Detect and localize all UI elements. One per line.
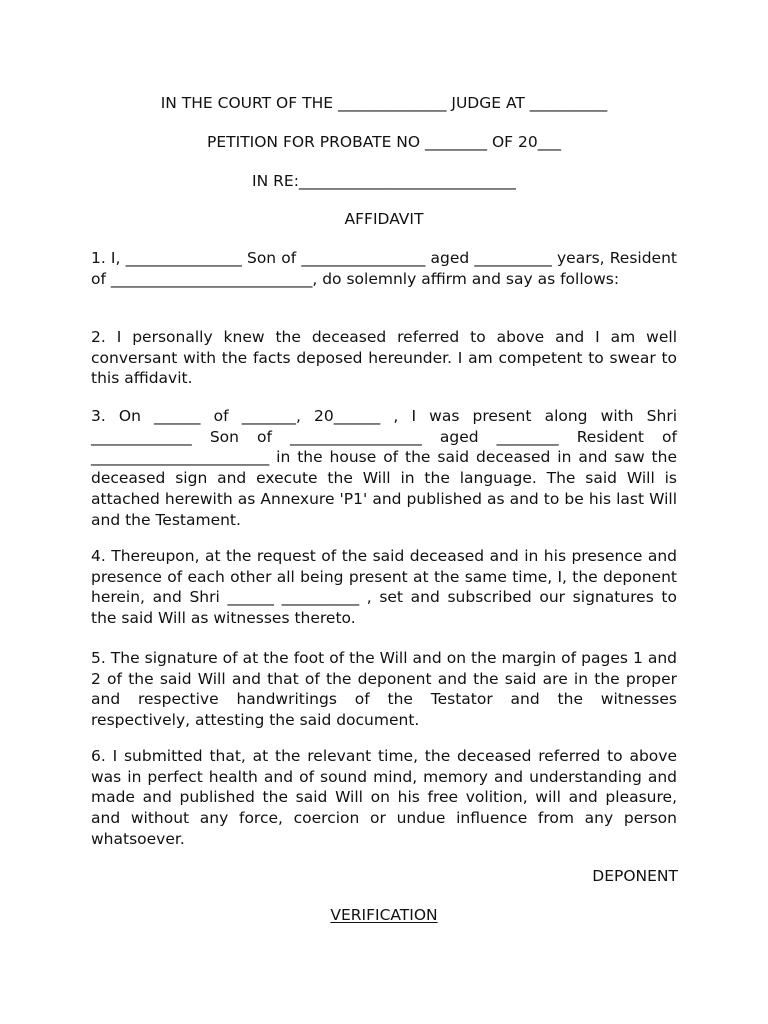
- paragraph-2: 2. I personally knew the deceased referred to above and I am well conversant with the facts deposed hereunder. I am competent to swear to this affidavit.: [91, 328, 677, 388]
- paragraph-4: 4. Thereupon, at the request of the said deceased and in his presence and presence of each other all being present at the same time, I, the deponent herein, and Shri ______ __________ , set and subscribed our signatures to the said Will as witnesses thereto.: [91, 547, 677, 628]
- paragraph-5: 5. The signature of at the foot of the Will and on the margin of pages 1 and 2 of the said Will and that of the deponent and the said are in the proper and respective handwritings of the Testator and the witnesses respectively, attesting the said document.: [91, 649, 677, 730]
- deponent-label: DEPONENT: [592, 867, 678, 885]
- verification-heading-text: VERIFICATION: [330, 906, 438, 924]
- paragraph-1: 1. I, _______________ Son of ________________ aged __________ years, Resident of __________________________, do solemnly affirm and say as follows:: [91, 249, 677, 288]
- affidavit-title: AFFIDAVIT: [344, 210, 424, 228]
- in-re-heading: IN RE:____________________________: [252, 172, 516, 190]
- paragraph-3: 3. On ______ of _______, 20______ , I was present along with Shri _____________ Son of _________________ aged ________ Resident of _______________________ in the house of the said deceased in and saw the deceased sign and execute the Will in the language. The said Will is attached herewith as Annexure 'P1' and published as and to be his last Will and the Testament.: [91, 407, 677, 529]
- court-heading: IN THE COURT OF THE ______________ JUDGE AT __________: [160, 94, 608, 112]
- paragraph-6: 6. I submitted that, at the relevant time, the deceased referred to above was in perfect health and of sound mind, memory and understanding and made and published the said Will on his free volition, will and pleasure, and without any force, coercion or undue influence from any person whatsoever.: [91, 747, 677, 848]
- verification-heading: [0, 905, 768, 926]
- petition-heading: PETITION FOR PROBATE NO ________ OF 20___: [207, 133, 561, 151]
